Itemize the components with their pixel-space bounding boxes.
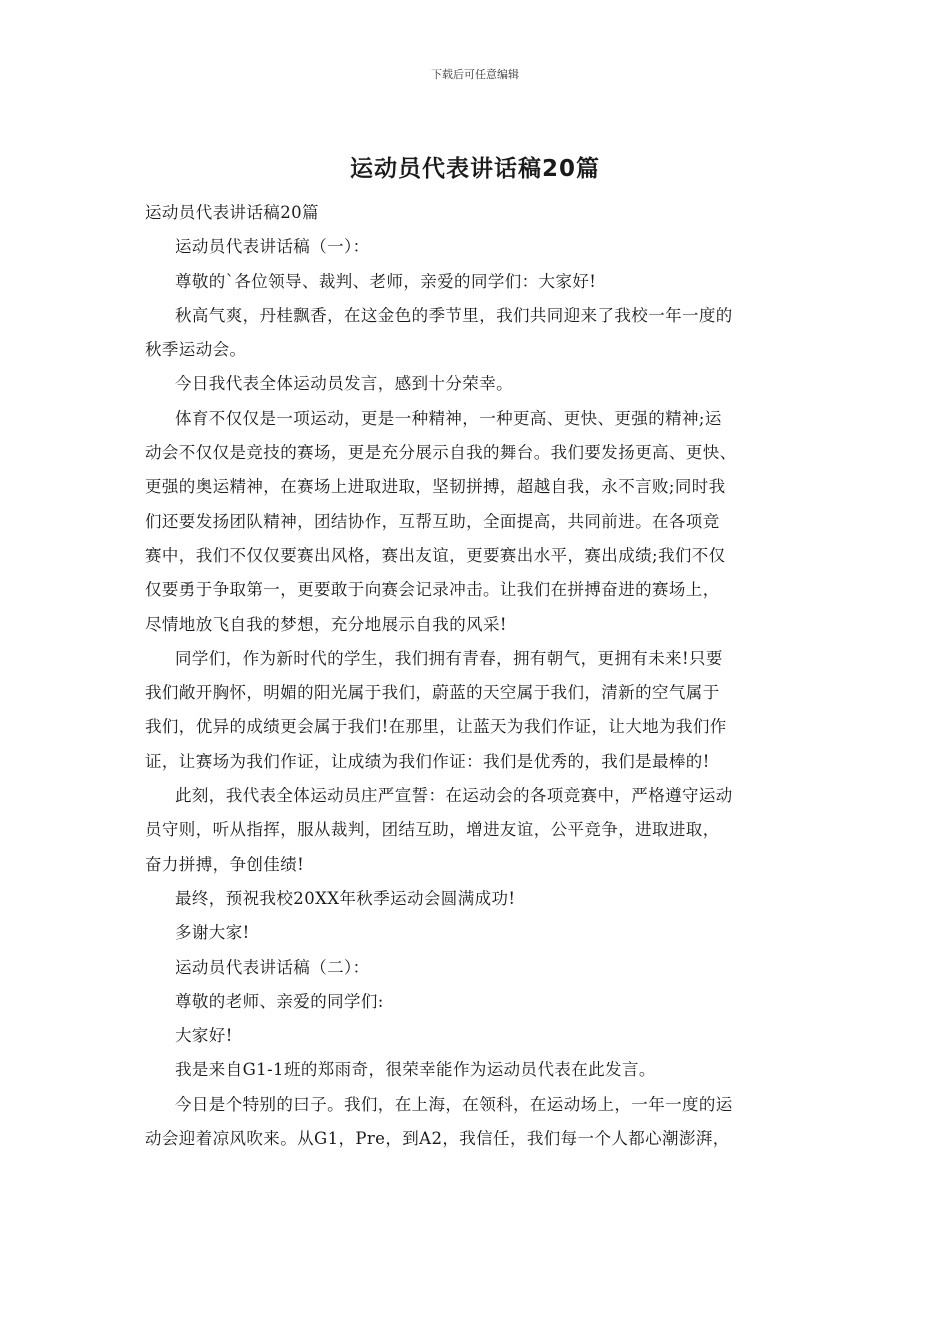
- paragraph-line: 动会不仅仅是竞技的赛场，更是充分展示自我的舞台。我们要发扬更高、更快、: [145, 443, 737, 463]
- paragraph-line: 我们，优异的成绩更会属于我们!在那里，让蓝天为我们作证，让大地为我们作: [145, 717, 727, 737]
- paragraph-line: 们还要发扬团队精神，团结协作，互帮互助，全面提高，共同前进。在各项竞: [145, 511, 720, 531]
- paragraph-line: 赛中，我们不仅仅要赛出风格，赛出友谊，更要赛出水平，赛出成绩;我们不仅: [145, 545, 726, 565]
- paragraph-line: 尽情地放飞自我的梦想，充分地展示自我的风采!: [145, 614, 507, 634]
- paragraph-line: 同学们，作为新时代的学生，我们拥有青春，拥有朝气，更拥有未来!只要: [175, 648, 723, 668]
- document-title: 运动员代表讲话稿20篇: [349, 156, 600, 182]
- paragraph-line: 秋高气爽，丹桂飘香，在这金色的季节里，我们共同迎来了我校一年一度的: [175, 305, 733, 325]
- paragraph-line: 我们敞开胸怀，明媚的阳光属于我们，蔚蓝的天空属于我们，清新的空气属于: [145, 683, 720, 703]
- paragraph-line: 尊敬的`各位领导、裁判、老师，亲爱的同学们：大家好!: [175, 271, 597, 291]
- paragraph-line: 今日是个特别的曰子。我们，在上海，在领科，在运动场上，一年一度的运: [175, 1094, 733, 1114]
- paragraph-line: 今日我代表全体运动员发言，感到十分荣幸。: [175, 374, 513, 394]
- paragraph-line: 仅要勇于争取第一，更要敢于向赛会记录冲击。让我们在拼搏奋进的赛场上，: [145, 580, 720, 600]
- paragraph-line: 员守则，听从指挥，服从裁判，团结互助，增进友谊，公平竞争，进取进取，: [145, 820, 720, 840]
- paragraph-line: 证，让赛场为我们作证，让成绩为我们作证：我们是优秀的，我们是最棒的!: [145, 751, 710, 771]
- paragraph-line: 动会迎着凉风吹来。从G1，Pre，到A2，我信任，我们每一个人都心潮澎湃，: [145, 1129, 730, 1149]
- paragraph-line: 更强的奥运精神，在赛场上进取进取，坚韧拼搏，超越自我，永不言败;同时我: [145, 477, 726, 497]
- paragraph-line: 奋力拼搏，争创佳绩!: [145, 854, 305, 874]
- paragraph-line: 运动员代表讲话稿（二）：: [175, 957, 370, 977]
- paragraph-line: 大家好!: [175, 1026, 233, 1046]
- paragraph-line: 秋季运动会。: [145, 340, 247, 360]
- page-header: 下载后可任意编辑: [431, 68, 519, 81]
- paragraph-line: 运动员代表讲话稿（一）：: [175, 237, 370, 257]
- paragraph-line: 运动员代表讲话稿20篇: [145, 203, 319, 222]
- paragraph-line: 此刻，我代表全体运动员庄严宣誓：在运动会的各项竞赛中，严格遵守运动: [175, 786, 733, 806]
- document-body: [145, 196, 825, 1156]
- paragraph-line: 体育不仅仅是一项运动，更是一种精神，一种更高、更快、更强的精神;运: [175, 408, 722, 428]
- paragraph-line: 多谢大家!: [175, 923, 250, 943]
- paragraph-line: 我是来自G1-1班的郑雨奇，很荣幸能作为运动员代表在此发言。: [175, 1060, 656, 1080]
- paragraph-line: 尊敬的老师、亲爱的同学们:: [175, 991, 384, 1011]
- paragraph-line: 最终，预祝我校20XX年秋季运动会圆满成功!: [175, 888, 516, 908]
